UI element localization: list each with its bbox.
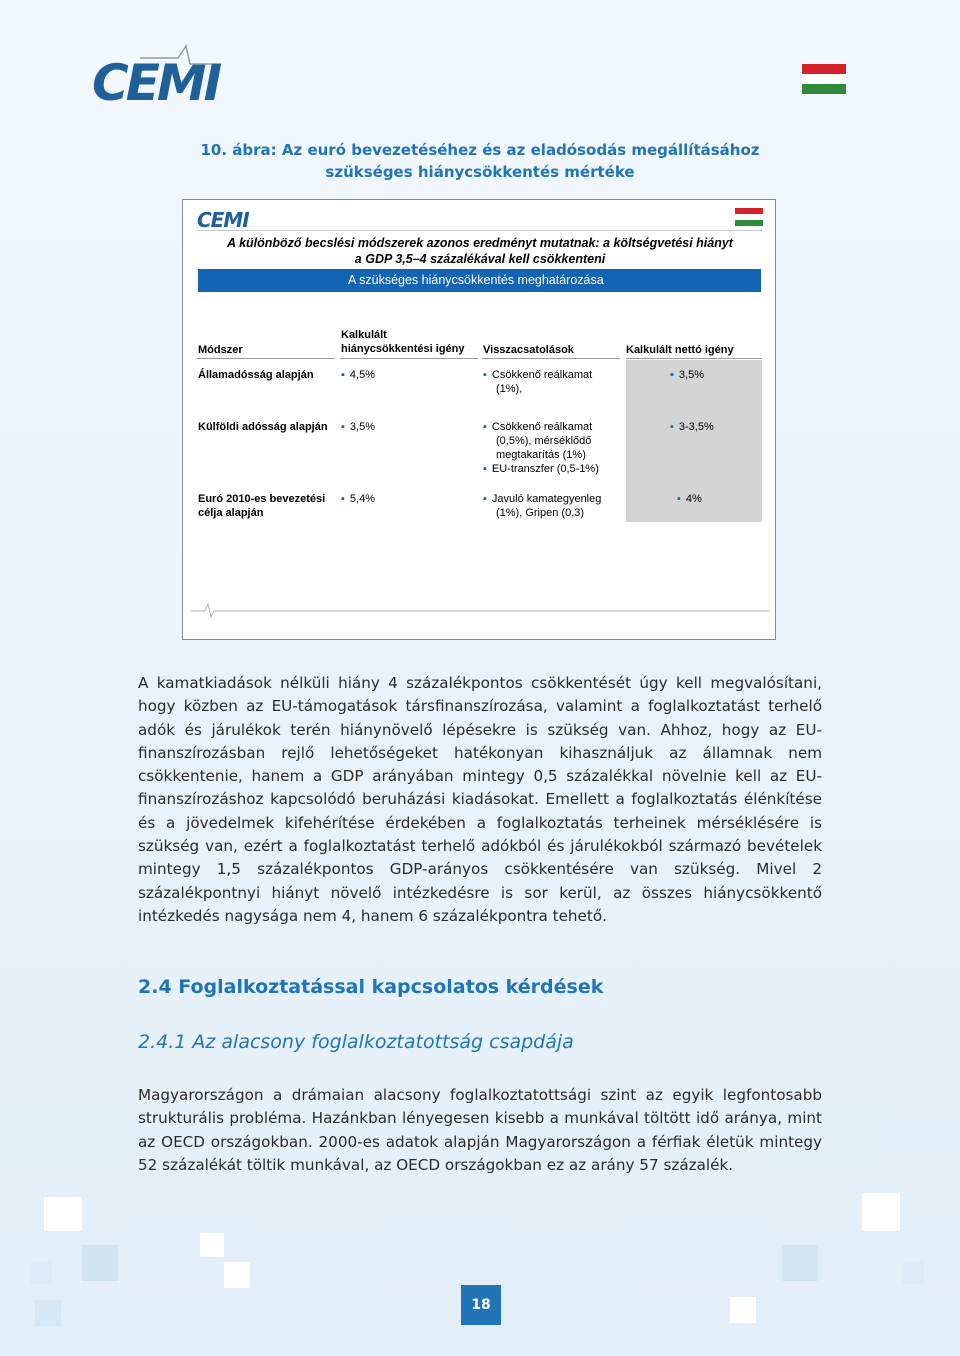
decor-square bbox=[902, 1262, 924, 1284]
slide-divider bbox=[197, 230, 762, 231]
svg-text:CEMI: CEMI bbox=[197, 208, 249, 230]
decor-square bbox=[44, 1197, 82, 1231]
decor-square bbox=[35, 1300, 61, 1326]
row1-net: ▪ 3,5% bbox=[670, 369, 704, 381]
col-head-calc-line2: hiánycsökkentési igény bbox=[341, 343, 465, 355]
col-head-net: Kalkulált nettó igény bbox=[626, 344, 734, 356]
row1-feedback: ▪ Csökkenő reálkamat (1%), bbox=[483, 369, 593, 395]
decor-square bbox=[782, 1245, 818, 1281]
figure-slide bbox=[182, 199, 776, 640]
decor-square bbox=[200, 1233, 224, 1257]
cemi-logo bbox=[92, 44, 222, 104]
header-rule bbox=[197, 358, 335, 359]
col-head-calc-line1: Kalkulált bbox=[341, 329, 387, 341]
row2-calc: ▪ 3,5% bbox=[341, 421, 375, 433]
slide-headline-line2: a GDP 3,5–4 százalékával kell csökkenteni bbox=[354, 252, 606, 266]
paragraph-1: A kamatkiadások nélküli hiány 4 százalékpontos csökkentését úgy kell megvalósítani, hogy közben az EU-támogatások társfinanszírozása, valamint a foglalkoztatást terhelő adók és járulékok terén hiánynövelő lépésekre is szükség van. Ahhoz, hogy az EU-finanszírozásban rejlő lehetőségeket hatékonyan kihasználjuk az államnak nem csökkentenie, hanem a GDP arányában mintegy 0,5 százalékkal növelnie kell az EU-finanszírozáshoz kapcsolódó beruházási kiadásokat. Emellett a foglalkoztatás élénkítése és a jövedelmek kifehérítése érdekében a foglalkoztatás terheinek mérséklésére is szükség van, ezért a foglalkoztatást terhelő adókból és járulékokból származó bevételek mintegy 1,5 százalékpontos GDP-arányos csökkentésére van szükség. Mivel 2 százalékpontnyi hiányt növelő intézkedésre is sor kerül, az összes hiánycsökkentő intézkedés nagysága nem 4, hanem 6 százalékpontra tehető. bbox=[138, 674, 822, 925]
row2-method: Külföldi adósság alapján bbox=[198, 421, 328, 433]
svg-text:CEMI: CEMI bbox=[92, 54, 220, 104]
row3-calc: ▪ 5,4% bbox=[341, 493, 375, 505]
decor-square bbox=[30, 1262, 52, 1284]
slide-section-bar: A szükséges hiánycsökkentés meghatározása bbox=[198, 269, 761, 292]
row3-method: Euró 2010-es bevezetési célja alapján bbox=[198, 493, 326, 519]
slide-flag bbox=[735, 208, 763, 226]
col-head-method: Módszer bbox=[198, 344, 243, 356]
row1-calc: ▪ 4,5% bbox=[341, 369, 375, 381]
slide-cemi-logo bbox=[197, 206, 257, 230]
row2-net: ▪ 3-3,5% bbox=[670, 421, 714, 433]
slide-headline-line1: A különböző becslési módszerek azonos eredményt mutatnak: a költségvetési hiányt bbox=[227, 236, 733, 250]
figure-caption-line1: 10. ábra: Az euró bevezetéséhez és az eladósodás megállításához bbox=[200, 141, 760, 159]
paragraph-2: Magyarországon a drámaian alacsony foglalkoztatottsági szint az egyik legfontosabb strukturális probléma. Hazánkban lényegesen kisebb a munkával töltött idő aránya, mint az OECD országokban. 2000-es adatok alapján Magyarországon a férfiak életük mintegy 52 százalékát töltik munkával, az OECD országokban ez az arány 57 százalék. bbox=[138, 1086, 822, 1174]
figure-caption-line2: szükséges hiánycsökkentés mértéke bbox=[325, 163, 635, 181]
row3-net: ▪ 4% bbox=[677, 493, 702, 505]
row2-feedback: ▪ Csökkenő reálkamat (0,5%), mérséklődő megtakarítás (1%) ▪ EU-transzfer (0,5-1%) bbox=[483, 421, 599, 475]
decor-square bbox=[862, 1193, 900, 1231]
header-rule bbox=[626, 358, 762, 359]
header-rule bbox=[482, 358, 620, 359]
row3-feedback: ▪ Javuló kamategyenleg (1%), Gripen (0,3) bbox=[483, 493, 602, 519]
decor-square bbox=[730, 1297, 756, 1323]
section-heading: 2.4 Foglalkoztatással kapcsolatos kérdések bbox=[138, 976, 604, 998]
col-head-feedback: Visszacsatolások bbox=[483, 344, 574, 356]
decor-square bbox=[224, 1262, 250, 1288]
page-number: 18 bbox=[461, 1285, 501, 1325]
header-rule bbox=[340, 358, 478, 359]
row1-method: Államadósság alapján bbox=[198, 369, 314, 381]
subsection-heading: 2.4.1 Az alacsony foglalkoztatottság csapdája bbox=[138, 1031, 574, 1053]
hungarian-flag bbox=[802, 64, 846, 94]
decor-square bbox=[82, 1245, 118, 1281]
slide-pulse-line bbox=[191, 600, 769, 620]
